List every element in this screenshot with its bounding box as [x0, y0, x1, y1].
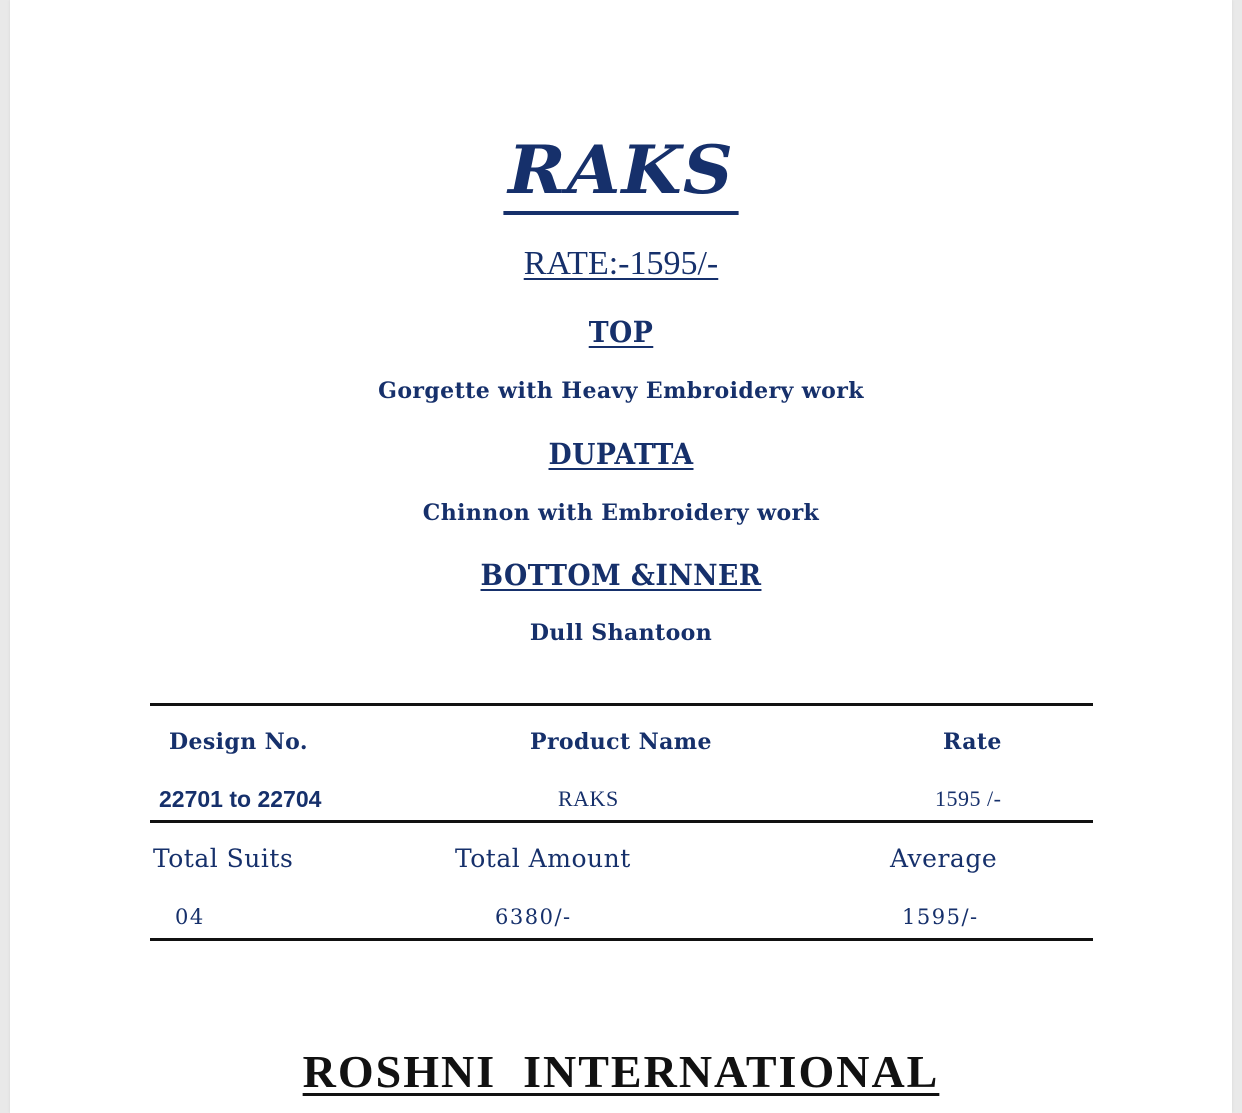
brand-title [0, 130, 1242, 210]
section-desc-top: Gorgette with Heavy Embroidery work [378, 378, 864, 404]
section-heading-top: TOP [588, 315, 654, 349]
header-average: Average [890, 844, 998, 873]
rate-line: RATE:-1595/- [523, 245, 719, 282]
header-total-amount: Total Amount [455, 844, 631, 873]
table-rule-middle [150, 820, 1093, 823]
section-heading-dupatta: DUPATTA [548, 437, 694, 471]
cell-product-name: RAKS [558, 786, 619, 811]
table-rule-top [150, 703, 1093, 706]
company-name: ROSHNI INTERNATIONAL [302, 1046, 940, 1097]
section-desc-bottom: Dull Shantoon [529, 620, 713, 646]
cell-total-suits: 04 [175, 905, 205, 929]
cell-total-amount: 6380/- [495, 905, 572, 929]
section-heading-bottom: BOTTOM &INNER [480, 558, 762, 592]
brand-name: RAKS [504, 131, 738, 215]
header-rate: Rate [943, 729, 1002, 755]
header-total-suits: Total Suits [153, 844, 294, 873]
catalog-page [10, 0, 1232, 1113]
header-design-no: Design No. [169, 729, 308, 755]
cell-rate: 1595 /- [935, 786, 1002, 811]
table-rule-bottom [150, 938, 1093, 941]
cell-design-no: 22701 to 22704 [159, 786, 322, 812]
header-product-name: Product Name [530, 729, 712, 755]
section-desc-dupatta: Chinnon with Embroidery work [422, 500, 820, 526]
cell-average: 1595/- [902, 905, 979, 929]
